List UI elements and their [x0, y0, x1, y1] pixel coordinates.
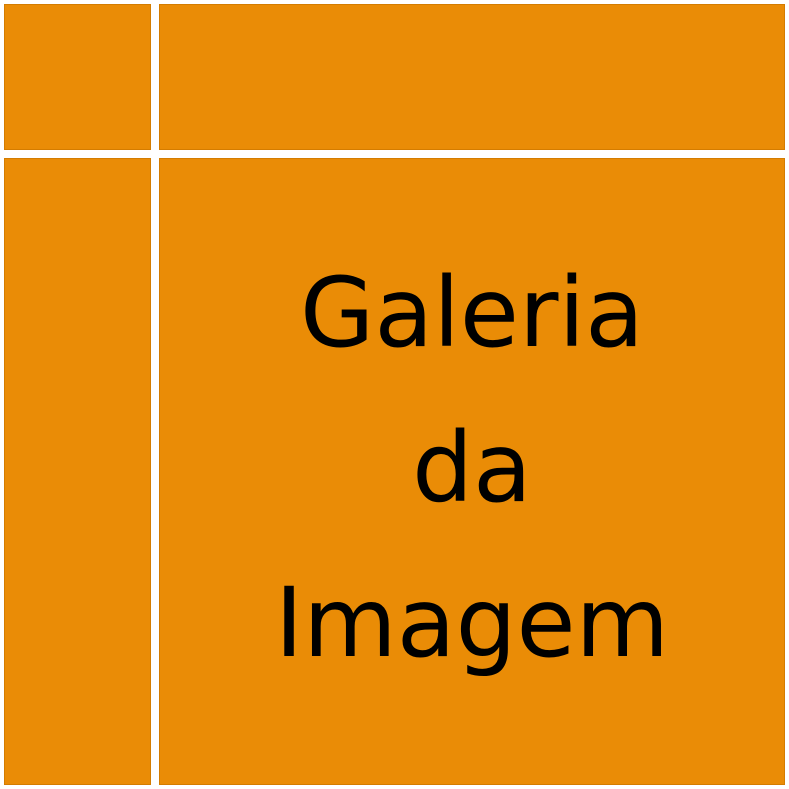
tile-top-right[interactable] — [159, 4, 785, 150]
gallery-title-line-3: Imagem — [274, 567, 670, 679]
tile-main-gallery[interactable] — [159, 158, 785, 785]
gallery-title — [275, 236, 669, 701]
gallery-title-line-2: da — [412, 412, 532, 524]
tile-top-left[interactable] — [4, 4, 151, 150]
gallery-title-line-1: Galeria — [300, 257, 644, 369]
tile-bottom-left[interactable] — [4, 158, 151, 785]
